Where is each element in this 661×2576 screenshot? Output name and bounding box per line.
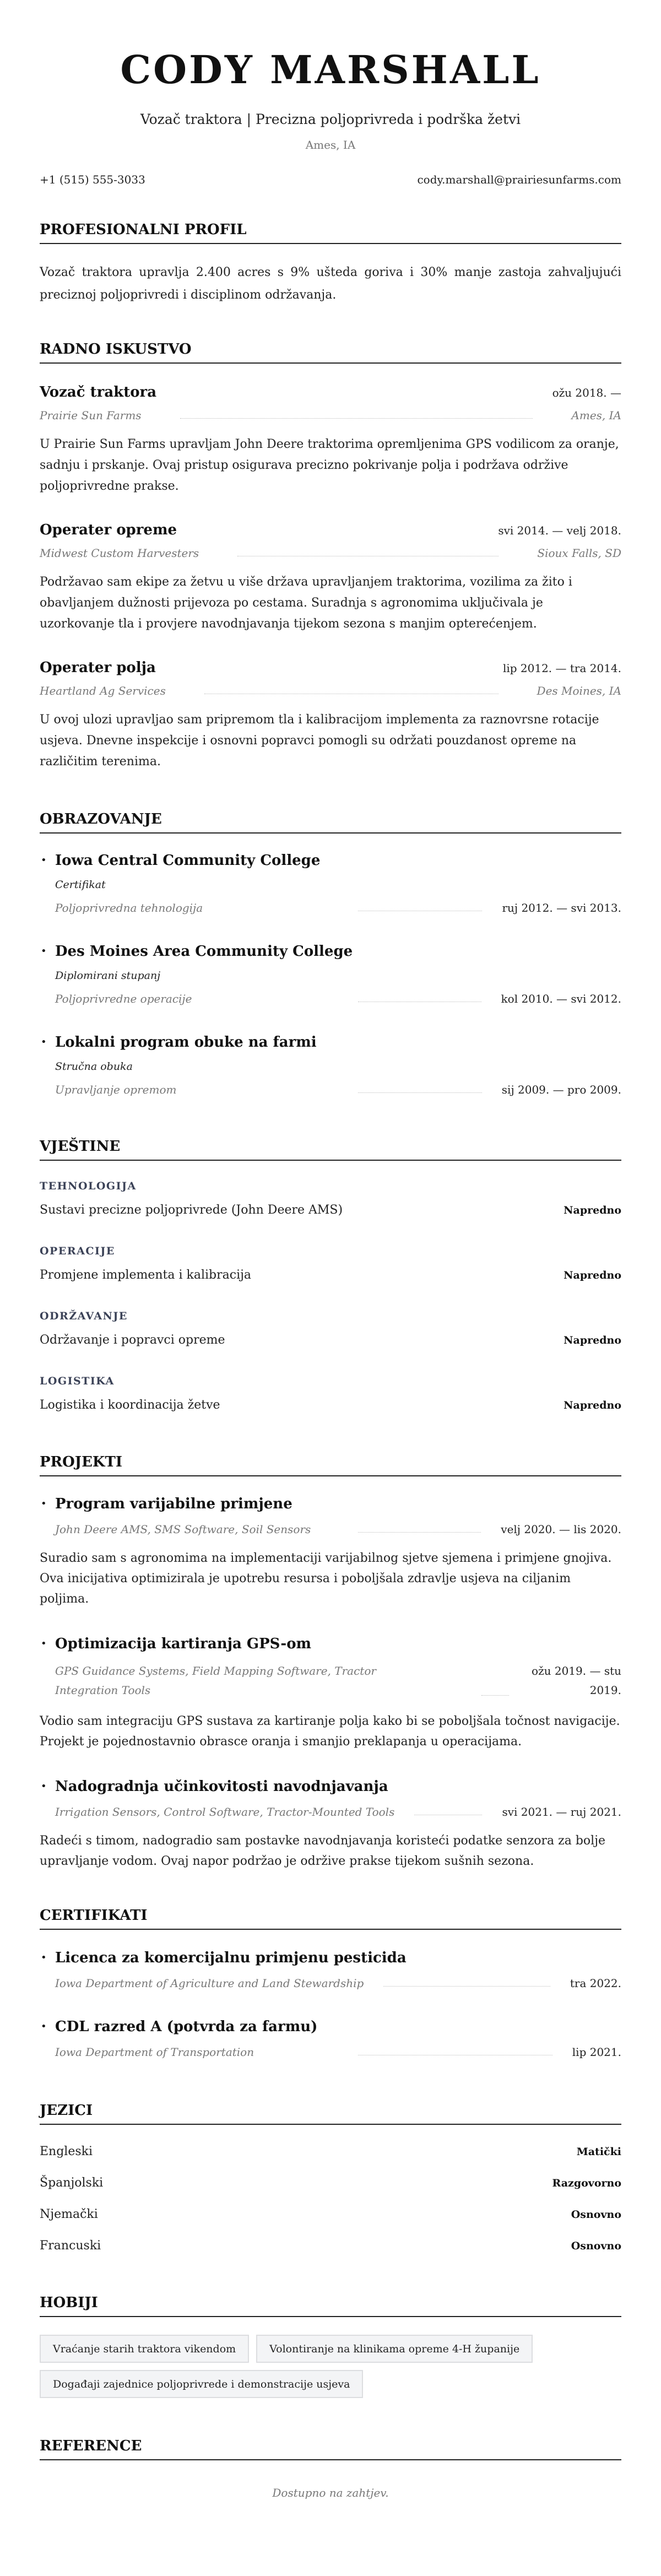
issuer-row	[55, 2044, 621, 2060]
job-description: Podržavao sam ekipe za žetvu u više država upravljanjem traktorima, vozilima za žito i obavljanjem dužnosti prijevoza po cestama. Suradnja s agronomima uključivala je uzorkovanje tla i provjere navodnjavanja tijekom sezona s manjim opterećenjem.	[40, 575, 572, 631]
school-name: Lokalni program obuke na farmi	[55, 1034, 317, 1051]
language-name: Španjolski	[40, 2176, 104, 2190]
skill-group	[40, 1309, 621, 1349]
project-dates: velj 2020. — lis 2020.	[501, 1523, 621, 1536]
skill-level: Napredno	[564, 1269, 621, 1281]
job-title: Vozač traktora	[40, 384, 157, 401]
hobby-tag: Volontiranje na klinikama opreme 4-H županije	[256, 2335, 533, 2363]
skill-category: TEHNOLOGIJA	[40, 1180, 137, 1192]
language-level: Matički	[576, 2146, 621, 2158]
job-title: Operater polja	[40, 659, 156, 676]
project-technologies: John Deere AMS, SMS Software, Soil Sensors	[55, 1523, 311, 1536]
skill-level: Napredno	[564, 1334, 621, 1346]
references-section	[40, 2437, 621, 2501]
bullet-icon: •	[41, 1638, 47, 1649]
profile-text: Vozač traktora upravlja 2.400 acres s 9% ušteda goriva i 30% manje zastoja zahvaljujući preciznoj poljoprivredi i disciplinom održavanja.	[40, 266, 621, 302]
certification-name: Licenca za komercijalnu primjenu pesticida	[55, 1950, 407, 1966]
project-technologies: GPS Guidance Systems, Field Mapping Software, Tractor Integration Tools	[55, 1664, 376, 1697]
bullet-icon: •	[41, 1781, 47, 1792]
school-name: Iowa Central Community College	[55, 852, 321, 869]
language-row	[40, 2175, 621, 2191]
field-of-study: Poljoprivredne operacije	[55, 992, 192, 1005]
company-name: Midwest Custom Harvesters	[40, 546, 199, 560]
degree: Certifikat	[55, 879, 106, 891]
issuer: Iowa Department of Transportation	[55, 2045, 254, 2059]
skill-group	[40, 1374, 621, 1414]
dotted-leader	[180, 418, 533, 419]
skill-row	[40, 1267, 621, 1284]
school-name: Des Moines Area Community College	[55, 943, 353, 960]
job-dates: ožu 2018. —	[552, 386, 621, 399]
section-title: PROJEKTI	[40, 1453, 621, 1476]
certification-name: CDL razred A (potvrda za farmu)	[55, 2018, 318, 2035]
skill-row	[40, 1202, 621, 1219]
section-title: OBRAZOVANJE	[40, 810, 621, 834]
field-row	[55, 1082, 621, 1097]
job-dates: svi 2014. — velj 2018.	[498, 524, 621, 537]
job-header	[40, 521, 621, 539]
bullet-icon: •	[41, 1036, 47, 1048]
section-title: PROFESIONALNI PROFIL	[40, 220, 621, 244]
project-entry	[40, 1777, 621, 1871]
skill-level: Napredno	[564, 1204, 621, 1216]
candidate-name: CODY MARSHALL	[120, 47, 541, 93]
job-location: Ames, IA	[571, 409, 621, 422]
languages-section	[40, 2101, 621, 2254]
references-text: Dostupno na zahtjev.	[272, 2486, 389, 2499]
job-entry	[40, 521, 621, 635]
projects-section	[40, 1453, 621, 1871]
language-name: Francuski	[40, 2239, 101, 2253]
language-level: Osnovno	[571, 2240, 621, 2252]
bullet-icon: •	[41, 1952, 47, 1963]
education-dates: sij 2009. — pro 2009.	[501, 1083, 621, 1096]
field-of-study: Poljoprivredna tehnologija	[55, 901, 203, 914]
job-meta	[40, 683, 621, 699]
project-entry	[40, 1635, 621, 1752]
dotted-leader	[481, 1695, 509, 1696]
company-name: Heartland Ag Services	[40, 684, 166, 697]
contact-row	[40, 172, 621, 187]
language-level: Osnovno	[571, 2209, 621, 2221]
certification-date: lip 2021.	[572, 2045, 621, 2059]
job-header	[40, 658, 621, 677]
company-name: Prairie Sun Farms	[40, 409, 142, 422]
education-dates: ruj 2012. — svi 2013.	[502, 901, 621, 914]
job-title: Operater opreme	[40, 522, 177, 538]
field-row	[55, 991, 621, 1006]
issuer-row	[55, 1976, 621, 1991]
dotted-leader	[358, 1532, 481, 1533]
education-entry	[40, 1033, 621, 1097]
section-title: RADNO ISKUSTVO	[40, 340, 621, 364]
field-of-study: Upravljanje opremom	[55, 1083, 177, 1096]
degree: Stručna obuka	[55, 1060, 133, 1073]
project-description: Vodio sam integraciju GPS sustava za kartiranje polja kako bi se poboljšala točnost navigacije. Projekt je pojednostavnio obrasce oranja i smanjio preklapanja u operacijama.	[40, 1714, 620, 1749]
degree: Diplomirani stupanj	[55, 970, 161, 982]
section-title: JEZICI	[40, 2101, 621, 2125]
issuer: Iowa Department of Agriculture and Land Stewardship	[55, 1977, 364, 1990]
project-description: Radeći s timom, nadogradio sam postavke navodnjavanja koristeći podatke senzora za bolje upravljanje vodom. Ovaj napor podržao je održive prakse tijekom sušnih sezona.	[40, 1834, 606, 1868]
job-meta	[40, 545, 621, 561]
skill-group	[40, 1244, 621, 1284]
job-dates: lip 2012. — tra 2014.	[502, 662, 621, 675]
project-tech-row	[55, 1662, 621, 1700]
dotted-leader	[383, 1986, 550, 1987]
skill-name: Održavanje i popravci opreme	[40, 1333, 225, 1347]
email-link[interactable]: cody.marshall@prairiesunfarms.com	[417, 173, 621, 186]
skill-name: Sustavi precizne poljoprivrede (John Deere AMS)	[40, 1203, 343, 1217]
job-description: U Prairie Sun Farms upravljam John Deere traktorima opremljenima GPS vodilicom za oranje, sadnju i prskanje. Ovaj pristup osigurava precizno pokrivanje polja i podržava održive poljoprivredne prakse.	[40, 437, 619, 493]
profile-section	[40, 220, 621, 306]
certification-date: tra 2022.	[570, 1977, 621, 1990]
bullet-icon: •	[41, 2021, 47, 2032]
certification-entry	[40, 1949, 621, 1991]
hobby-tag: Događaji zajednice poljoprivrede i demonstracije usjeva	[40, 2370, 363, 2398]
language-row	[40, 2238, 621, 2254]
project-tech-row	[55, 1804, 621, 1820]
job-header	[40, 383, 621, 402]
certification-entry	[40, 2017, 621, 2060]
language-name: Engleski	[40, 2145, 93, 2158]
project-title: Optimizacija kartiranja GPS-om	[55, 1636, 312, 1652]
job-location: Des Moines, IA	[537, 684, 621, 697]
skill-row	[40, 1397, 621, 1414]
project-entry	[40, 1495, 621, 1609]
job-entry	[40, 383, 621, 497]
job-description: U ovoj ulozi upravljao sam pripremom tla i kalibracijom implementa za raznovrsne rotacije usjeva. Dnevne inspekcije i osnovni popravci pomogli su održati pouzdanost opreme na različitim terenima.	[40, 713, 599, 769]
project-dates: ožu 2019. — stu 2019.	[532, 1664, 621, 1697]
section-title: VJEŠTINE	[40, 1137, 621, 1161]
project-technologies: Irrigation Sensors, Control Software, Tractor-Mounted Tools	[55, 1805, 395, 1819]
bullet-icon: •	[41, 945, 47, 957]
skill-group	[40, 1179, 621, 1219]
education-dates: kol 2010. — svi 2012.	[501, 992, 621, 1005]
section-title: CERTIFIKATI	[40, 1906, 621, 1930]
language-row	[40, 2206, 621, 2223]
skill-row	[40, 1332, 621, 1349]
section-title: REFERENCE	[40, 2437, 621, 2460]
skills-section	[40, 1137, 621, 1414]
project-title: Nadogradnja učinkovitosti navodnjavanja	[55, 1778, 388, 1795]
header-location: Ames, IA	[305, 138, 356, 151]
project-dates: svi 2021. — ruj 2021.	[502, 1805, 621, 1819]
skill-category: ODRŽAVANJE	[40, 1310, 128, 1322]
certifications-section	[40, 1906, 621, 2060]
project-tech-row	[55, 1522, 621, 1537]
project-title: Program varijabilne primjene	[55, 1496, 292, 1512]
job-entry	[40, 658, 621, 772]
project-description: Suradio sam s agronomima na implementaciji varijabilnog sjetve sjemena i primjene gnojiva. Ova inicijativa optimizirala je upotrebu resursa i poboljšala zdravlje usjeva na ciljanim poljima.	[40, 1551, 612, 1606]
hobby-tag: Vraćanje starih traktora vikendom	[40, 2335, 249, 2363]
skill-level: Napredno	[564, 1399, 621, 1411]
skill-name: Logistika i koordinacija žetve	[40, 1398, 220, 1412]
job-location: Sioux Falls, SD	[537, 546, 621, 560]
dotted-leader	[358, 1092, 482, 1093]
phone: +1 (515) 555-3033	[40, 173, 145, 186]
skill-category: LOGISTIKA	[40, 1375, 115, 1387]
skill-category: OPERACIJE	[40, 1245, 115, 1257]
education-section	[40, 810, 621, 1097]
education-entry	[40, 851, 621, 916]
job-meta	[40, 408, 621, 423]
hobbies-section	[40, 2293, 621, 2398]
bullet-icon: •	[41, 854, 47, 866]
field-row	[55, 900, 621, 916]
skill-name: Promjene implementa i kalibracija	[40, 1268, 252, 1282]
bullet-icon: •	[41, 1498, 47, 1509]
language-row	[40, 2144, 621, 2160]
headline: Vozač traktora | Precizna poljoprivreda i podrška žetvi	[140, 111, 521, 127]
experience-section	[40, 340, 621, 772]
section-title: HOBIJI	[40, 2293, 621, 2317]
language-level: Razgovorno	[552, 2177, 621, 2189]
language-name: Njemački	[40, 2207, 98, 2221]
education-entry	[40, 942, 621, 1006]
